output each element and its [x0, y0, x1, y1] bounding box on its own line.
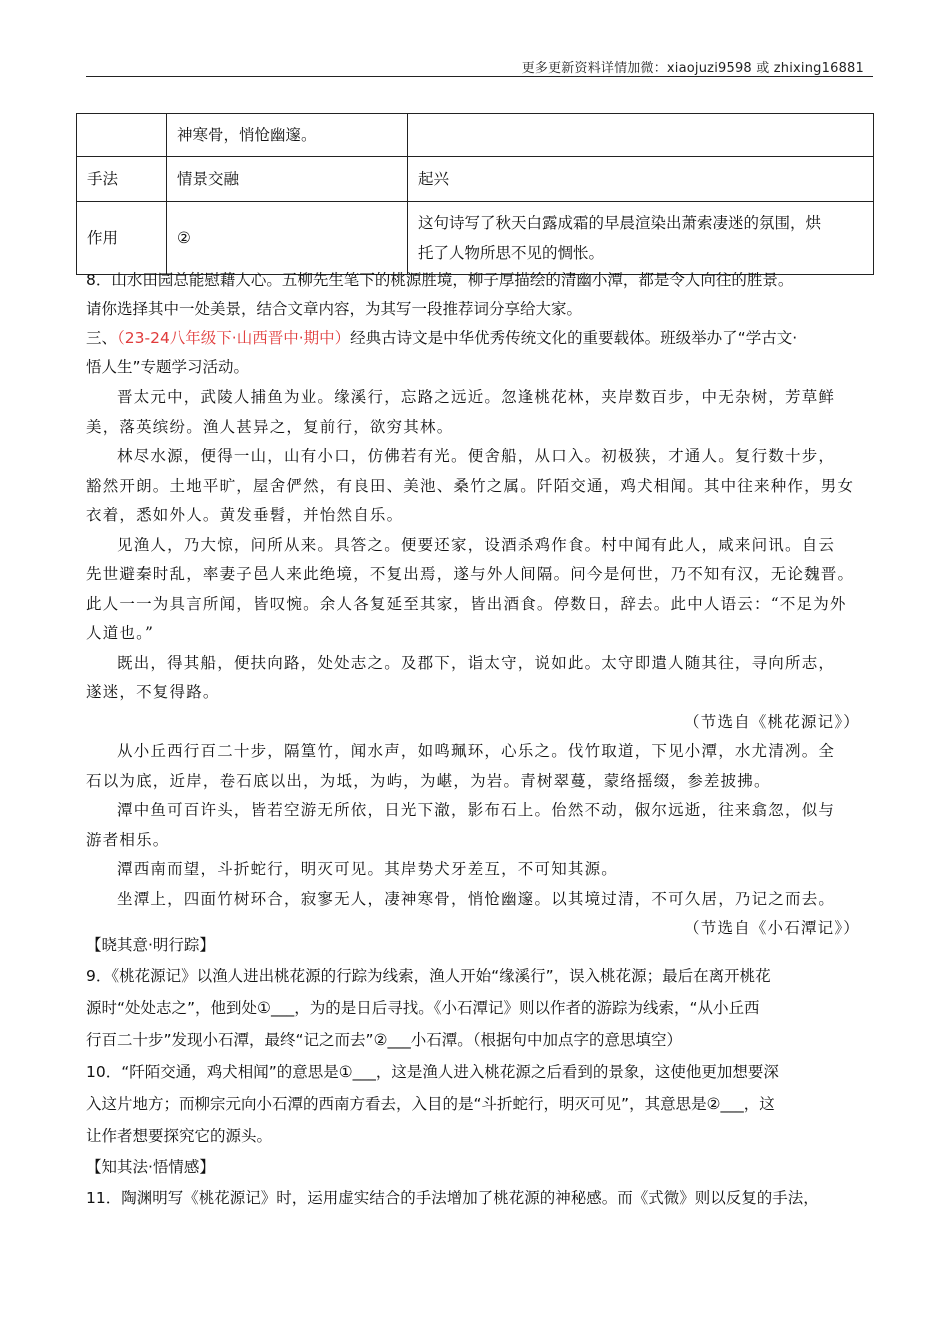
source-tag: （23-24八年级下·山西晋中·期中）: [117, 329, 351, 347]
passage-source: （节选自《桃花源记》）: [684, 712, 860, 731]
header-contact: 更多更新资料详情加微：xiaojuzi9598 或 zhixing16881: [521, 61, 864, 76]
table-cell-line: 这句诗写了秋天白露成霜的早晨渲染出萧索凄迷的氛围，烘: [418, 214, 822, 232]
table-cell: 手法: [77, 157, 167, 202]
intro-text: 悟人生”专题学习活动。: [86, 358, 250, 376]
passage-line: 从小丘西行百二十步，隔篁竹，闻水声，如鸣珮环，心乐之。伐竹取道，下见小潭，水尤清冽。全: [117, 742, 836, 760]
passage-line: 游者相乐。: [86, 830, 170, 849]
passage-line: 衣着，悉如外人。黄发垂髫，并怡然自乐。: [86, 506, 404, 524]
table-row: [77, 202, 874, 275]
table-row: [77, 157, 874, 202]
section-number: 三、: [86, 329, 118, 347]
comparison-table: [76, 113, 874, 275]
passage-line: 既出，得其船，便扶向路，处处志之。及郡下，诣太守，说如此。太守即遣人随其往，寻向所志，: [117, 653, 836, 672]
passage-line: 见渔人，乃大惊，问所从来。具答之。便要还家，设酒杀鸡作食。村中闻有此人，咸来问讯。自云: [117, 535, 836, 554]
passage-line: 人道也。”: [86, 624, 155, 642]
passage-line: 晋太元中，武陵人捕鱼为业。缘溪行，忘路之远近。忽逢桃花林，夹岸数百步，中无杂树，芳草鲜: [117, 388, 836, 406]
table-cell: 情景交融: [167, 157, 408, 202]
table-cell: 起兴: [408, 157, 874, 202]
passage-line: 林尽水源，便得一山，山有小口，仿佛若有光。便舍船，从口入。初极狭，才通人。复行数十步，: [117, 447, 836, 465]
passage-line: 潭西南而望，斗折蛇行，明灭可见。其岸势犬牙差互，不可知其源。: [117, 860, 619, 878]
intro-text: 经典古诗文是中华优秀传统文化的重要载体。班级举办了“学古文·: [350, 329, 798, 347]
part-title: 【晓其意·明行踪】: [86, 936, 215, 954]
header-divider: [86, 76, 873, 77]
table-cell: ②: [167, 202, 408, 275]
table-cell: 神寒骨，悄怆幽邃。: [167, 114, 408, 157]
question-line: 行百二十步”发现小石潭，最终“记之而去”②___小石潭。（根据句中加点字的意思填空）: [86, 1031, 682, 1049]
passage-source: （节选自《小石潭记》）: [684, 919, 860, 937]
passage-line: 石以为底，近岸，卷石底以出，为坻，为屿，为嵁，为岩。青树翠蔓，蒙络摇缀，参差披拂。: [86, 771, 771, 790]
question-line: 9．《桃花源记》以渔人进出桃花源的行踪为线索，渔人开始“缘溪行”，误入桃花源；最后在离开桃花: [86, 967, 771, 985]
passage-line: 遂迷，不复得路。: [86, 683, 220, 701]
passage-line: 坐潭上，四面竹树环合，寂寥无人，凄神寒骨，悄怆幽邃。以其境过清，不可久居，乃记之而去。: [117, 889, 836, 908]
passage-line: 此人一一为具言所闻，皆叹惋。余人各复延至其家，皆出酒食。停数日，辞去。此中人语云：“不足为外: [86, 594, 847, 613]
table-cell: 作用: [77, 202, 167, 275]
section-3-intro: [86, 324, 874, 353]
passage-line: 先世避秦时乱，率妻子邑人来此绝境，不复出焉，遂与外人间隔。问今是何世，乃不知有汉，无论魏晋。: [86, 565, 855, 583]
table-cell-line: 托了人物所思不见的惆怅。: [418, 244, 605, 262]
question-line: 8．山水田园总能慰藉人心。五柳先生笔下的桃源胜境，柳子厚描绘的清幽小潭，都是令人向往的胜景。: [86, 271, 794, 289]
table-cell: [408, 114, 874, 157]
table-cell: [77, 114, 167, 157]
questions-block: [86, 930, 874, 1214]
passage-line: 美，落英缤纷。渔人甚异之，复前行，欲穷其林。: [86, 417, 454, 436]
question-line: 源时“处处志之”，他到处①___，为的是日后寻找。《小石潭记》则以作者的游踪为线索，“从小丘西: [86, 999, 760, 1017]
question-line: 入这片地方；而柳宗元向小石潭的西南方看去，入目的是“斗折蛇行，明灭可见”，其意思是②___，这: [86, 1095, 775, 1113]
table-cell: [408, 202, 874, 275]
question-8: [86, 266, 874, 382]
part-title: 【知其法·悟情感】: [86, 1158, 215, 1176]
table-row: [77, 114, 874, 157]
question-line: 让作者想要探究它的源头。: [86, 1127, 273, 1145]
question-line: 10．“阡陌交通，鸡犬相闻”的意思是①___，这是渔人进入桃花源之后看到的景象，这使他更加想要深: [86, 1063, 779, 1081]
passage-line: 潭中鱼可百许头，皆若空游无所依，日光下澈，影布石上。佁然不动，俶尔远逝，往来翕忽，似与: [117, 801, 836, 819]
question-line: 请你选择其中一处美景，结合文章内容，为其写一段推荐词分享给大家。: [86, 300, 583, 318]
question-line: 11．陶渊明写《桃花源记》时，运用虚实结合的手法增加了桃花源的神秘感。而《式微》则以反复的手法，: [86, 1189, 819, 1207]
passage-line: 豁然开朗。土地平旷，屋舍俨然，有良田、美池、桑竹之属。阡陌交通，鸡犬相闻。其中往来种作，男女: [86, 476, 855, 495]
passage-taohuayuanji: [86, 383, 874, 944]
